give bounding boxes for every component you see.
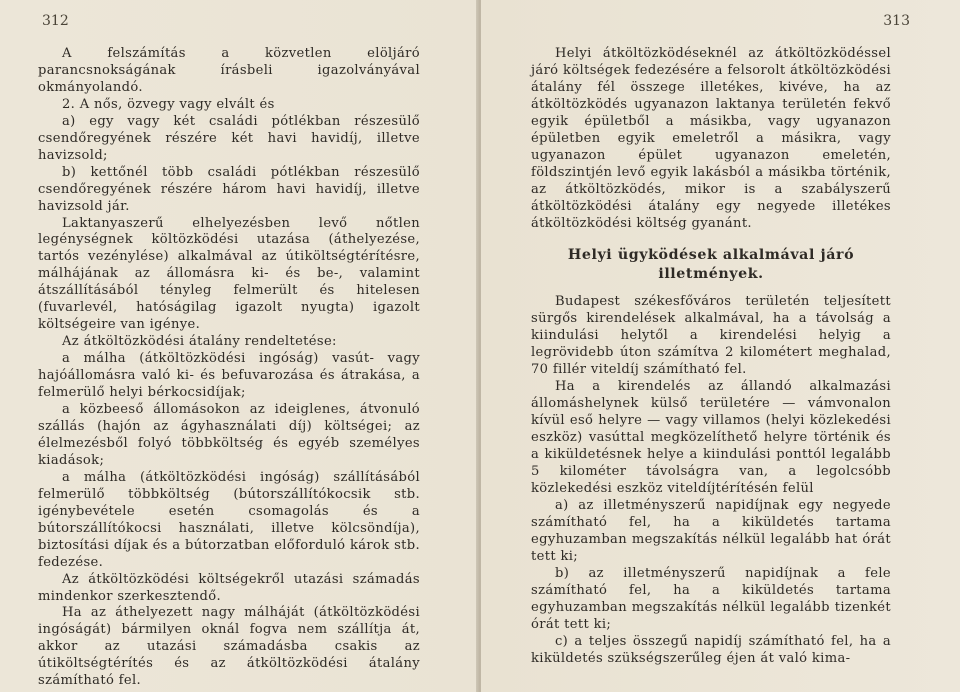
right-page-text	[531, 46, 891, 667]
paragraph: c) a teljes összegű napidíj számítható fel, ha a kiküldetés szükségszerűleg éjen át való kima-	[531, 633, 891, 666]
paragraph: a) egy vagy két családi pótlékban részesülő csendőregyének részére két havi havidíj, illetve havizsold;	[38, 113, 420, 163]
left-page-text	[38, 46, 420, 690]
section-heading: Helyi ügyködések alkalmával járó illetmények.	[567, 247, 855, 283]
paragraph: 2. A nős, özvegy vagy elvált és	[62, 96, 275, 112]
paragraph: a málha (átköltözködési ingóság) vasút- vagy hajóállomásra való ki- és befuvarozása és átrakása, a felmerülő helyi bérkocsidíjak;	[38, 351, 420, 401]
page-number-left: 312	[42, 13, 69, 29]
paragraph: A felszámítás a közvetlen elöljáró parancsnokságának írásbeli igazolványával okmányolandó.	[38, 46, 420, 95]
right-page	[481, 0, 960, 692]
page-number-right: 313	[883, 13, 910, 29]
paragraph: Ha az áthelyezett nagy málháját (átköltözködési ingóságát) bármilyen oknál fogva nem szállítja át, akkor az utazási számadásba csakis az útiköltségtérítés és az átköltözködési átalány számítható fel.	[38, 605, 420, 689]
paragraph: Ha a kirendelés az állandó alkalmazási állomáshelynek külső területére — vámvonalon kívül eső helyre — vagy villamos (helyi közlekedési eszköz) vasúttal megközelíthető helyre történik és a kiküldetésnek helye a kiindulási ponttól legalább 5 kilométer távolságra van, a legolcsóbb közlekedési eszköz viteldíjtérítésén felül	[531, 379, 891, 496]
paragraph: Budapest székesfőváros területén teljesített sürgős kirendelések alkalmával, ha a távolság a kiindulási helytől a kirendelési helyig a legrövidebb úton számítva 2 kilométert meghalad, 70 fillér viteldíj számítható fel.	[531, 294, 891, 378]
paragraph: Helyi átköltözködéseknél az átköltözködéssel járó költségek fedezésére a felsorolt átköltözködési átalány fél összege illetékes, kivéve, ha az átköltözködés ugyanazon laktanya területén fekvő egyik épületből a másikba, vagy ugyanazon épületben egyik emeletről a másikra, vagy ugyanazon épület ugyanazon emeletén, földszintjén levő egyik lakásból a másikba történik, az átköltözködés, mikor is a szabályszerű átköltözködési átalány egy negyede illetékes átköltözködési költség gyanánt.	[531, 46, 891, 231]
left-page	[0, 0, 479, 692]
paragraph: b) kettőnél több családi pótlékban részesülő csendőregyének részére három havi havidíj, illetve havizsold jár.	[38, 164, 420, 214]
paragraph: a) az illetményszerű napidíjnak egy negyede számítható fel, ha a kiküldetés tartama egyhuzamban megszakítás nélkül legalább hat órát tett ki;	[531, 497, 891, 564]
paragraph: Az átköltözködési költségekről utazási számadás mindenkor szerkesztendő.	[38, 571, 420, 604]
paragraph: Laktanyaszerű elhelyezésben levő nőtlen legénységnek költözködési utazása (áthelyezése, tartós vezénylése) alkalmával az útiköltségtérítésre, málhájának az állomásra ki- és be-, valamint átszállításából tényleg felmerült és hitelesen (fuvarlevél, hatóságilag igazolt nyugta) igazolt költségeire van igénye.	[38, 215, 420, 333]
paragraph: b) az illetményszerű napidíjnak a fele számítható fel, ha a kiküldetés tartama egyhuzamban megszakítás nélkül legalább tizenkét órát tett ki;	[531, 565, 891, 632]
paragraph: a közbeeső állomásokon az ideiglenes, átvonuló szállás (hajón az ágyhasználati díj) költségei; az élelmezésből folyó többköltség és egyéb személyes kiadások;	[38, 402, 420, 468]
paragraph: Az átköltözködési átalány rendeltetése:	[62, 334, 337, 350]
paragraph: a málha (átköltözködési ingóság) szállításából felmerülő többköltség (bútorszállítókocsik stb. igénybevétele esetén csomagolás és a bútorszállítókocsi használati, illetve kölcsöndíja), biztosítási díjak és a bútorzatban előforduló károk stb. fedezése.	[38, 469, 420, 570]
